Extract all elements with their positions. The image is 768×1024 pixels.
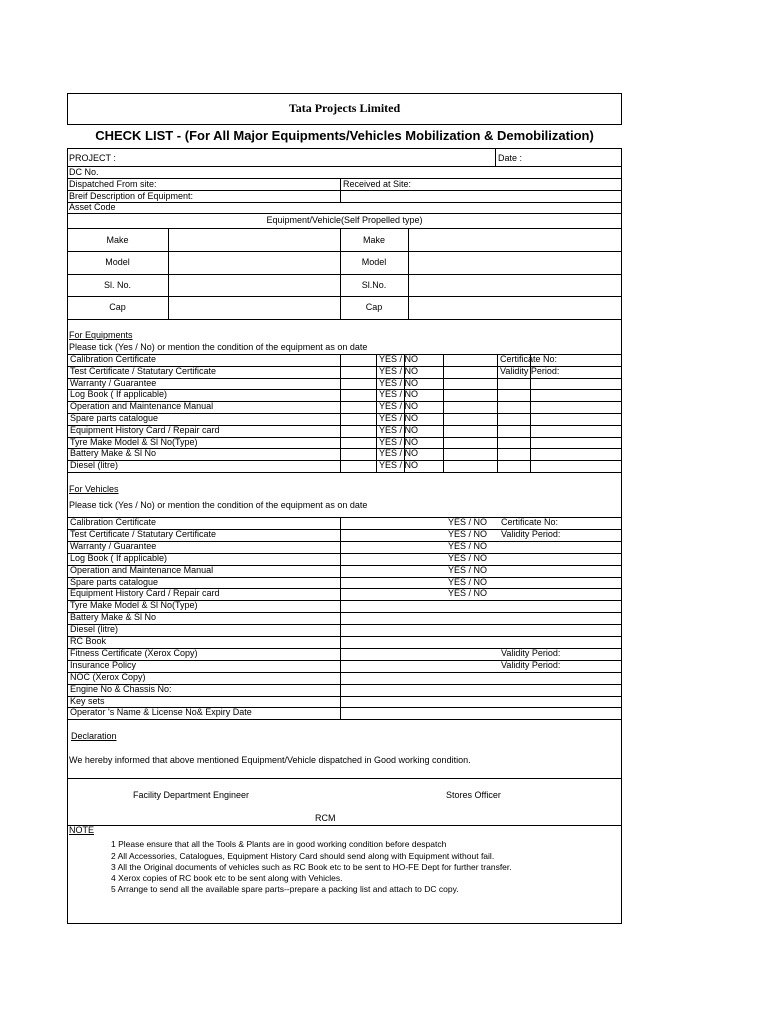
yes-no-field: YES / NO [379, 425, 419, 435]
vehicles-instruction: Please tick (Yes / No) or mention the condition of the equipment as on date [69, 500, 368, 510]
checklist-note: Validity Period: [501, 648, 561, 658]
note-item: 4 Xerox copies of RC book etc to be sent along with Vehicles. [111, 873, 343, 883]
checklist-item-label: Tyre Make Model & Sl No(Type) [70, 600, 198, 610]
yes-no-field: YES / NO [379, 366, 419, 376]
declaration-heading: Declaration [71, 731, 117, 741]
yes-no-field: YES / NO [379, 378, 419, 388]
spec-model-left: Model [105, 257, 130, 267]
notes-heading: NOTE [69, 825, 95, 835]
checklist-note: Validity Period: [500, 366, 560, 376]
checklist-item-label: Spare parts catalogue [70, 413, 159, 423]
received-at-label: Received at Site: [343, 179, 412, 189]
dc-no-label: DC No. [69, 167, 99, 177]
page-title: CHECK LIST - (For All Major Equipments/Vehicles Mobilization & Demobilization) [95, 128, 594, 143]
spec-model-right: Model [361, 257, 387, 267]
note-item: 2 All Accessories, Catalogues, Equipment History Card should send along with Equipment without fail. [111, 851, 495, 861]
checklist-item-label: Fitness Certificate (Xerox Copy) [70, 648, 198, 658]
signature-facility-engineer: Facility Department Engineer [133, 790, 250, 800]
checklist-item-label: Test Certificate / Statutary Certificate [70, 366, 217, 376]
yes-no-field: YES / NO [379, 448, 419, 458]
checklist-item-label: Operation and Maintenance Manual [70, 401, 214, 411]
yes-no-field: YES / NO [448, 588, 488, 598]
spec-cap-right: Cap [365, 302, 383, 312]
signature-stores-officer: Stores Officer [446, 790, 501, 800]
yes-no-field: YES / NO [448, 577, 488, 587]
yes-no-field: YES / NO [379, 354, 419, 364]
spec-slno-left: Sl. No. [103, 280, 131, 290]
checklist-item-label: Engine No & Chassis No: [70, 684, 172, 694]
checklist-item-label: Key sets [70, 696, 105, 706]
checklist-note: Certificate No: [500, 354, 558, 364]
equipments-instruction: Please tick (Yes / No) or mention the condition of the equipment as on date [69, 342, 368, 352]
yes-no-field: YES / NO [448, 553, 488, 563]
yes-no-field: YES / NO [379, 413, 419, 423]
yes-no-field: YES / NO [379, 401, 419, 411]
equipments-heading: For Equipments [69, 330, 133, 340]
checklist-item-label: RC Book [70, 636, 107, 646]
spec-cap-left: Cap [109, 302, 126, 312]
yes-no-field: YES / NO [448, 541, 488, 551]
vehicles-heading: For Vehicles [69, 484, 119, 494]
yes-no-field: YES / NO [379, 460, 419, 470]
checklist-item-label: Tyre Make Model & Sl No(Type) [70, 437, 198, 447]
checklist-item-label: Calibration Certificate [70, 517, 157, 527]
checklist-item-label: Warranty / Guarantee [70, 378, 157, 388]
note-item: 5 Arrange to send all the available spare parts--prepare a packing list and attach to DC copy. [111, 884, 459, 894]
description-label: Breif Description of Equipment: [69, 191, 194, 201]
checklist-item-label: Equipment History Card / Repair card [70, 425, 220, 435]
checklist-item-label: Diesel (litre) [70, 624, 119, 634]
checklist-item-label: Spare parts catalogue [70, 577, 159, 587]
spec-make-left: Make [106, 235, 129, 245]
checklist-item-label: Calibration Certificate [70, 354, 157, 364]
checklist-item-label: Test Certificate / Statutary Certificate [70, 529, 217, 539]
yes-no-field: YES / NO [448, 529, 488, 539]
spec-slno-right: Sl.No. [361, 280, 387, 290]
checklist-item-label: Operator 's Name & License No& Expiry Date [70, 707, 252, 717]
note-item: 3 All the Original documents of vehicles such as RC Book etc to be sent to HO-FE Dept for further transfer. [111, 862, 512, 872]
yes-no-field: YES / NO [379, 437, 419, 447]
dispatched-from-label: Dispatched From site: [69, 179, 157, 189]
yes-no-field: YES / NO [448, 517, 488, 527]
checklist-item-label: Battery Make & Sl No [70, 448, 157, 458]
checklist-item-label: Warranty / Guarantee [70, 541, 157, 551]
checklist-item-label: Operation and Maintenance Manual [70, 565, 214, 575]
checklist-note: Validity Period: [501, 529, 561, 539]
checklist-item-label: Log Book ( If applicable) [70, 553, 168, 563]
yes-no-field: YES / NO [379, 389, 419, 399]
project-label: PROJECT : [69, 153, 116, 163]
checklist-item-label: NOC (Xerox Copy) [70, 672, 146, 682]
asset-code-label: Asset Code [69, 202, 116, 212]
spec-make-right: Make [362, 235, 385, 245]
checklist-item-label: Equipment History Card / Repair card [70, 588, 220, 598]
yes-no-field: YES / NO [448, 565, 488, 575]
note-item: 1 Please ensure that all the Tools & Plants are in good working condition before despatch [111, 839, 447, 849]
company-name: Tata Projects Limited [288, 101, 401, 115]
equipment-type-label: Equipment/Vehicle(Self Propelled type) [266, 215, 423, 225]
checklist-item-label: Diesel (litre) [70, 460, 119, 470]
checklist-item-label: Battery Make & Sl No [70, 612, 157, 622]
date-label: Date : [498, 153, 523, 163]
checklist-item-label: Insurance Policy [70, 660, 137, 670]
checklist-note: Validity Period: [501, 660, 561, 670]
checklist-item-label: Log Book ( If applicable) [70, 389, 168, 399]
checklist-note: Certificate No: [501, 517, 559, 527]
declaration-text: We hereby informed that above mentioned Equipment/Vehicle dispatched in Good working condition. [69, 755, 471, 765]
signature-rcm: RCM [315, 813, 336, 823]
